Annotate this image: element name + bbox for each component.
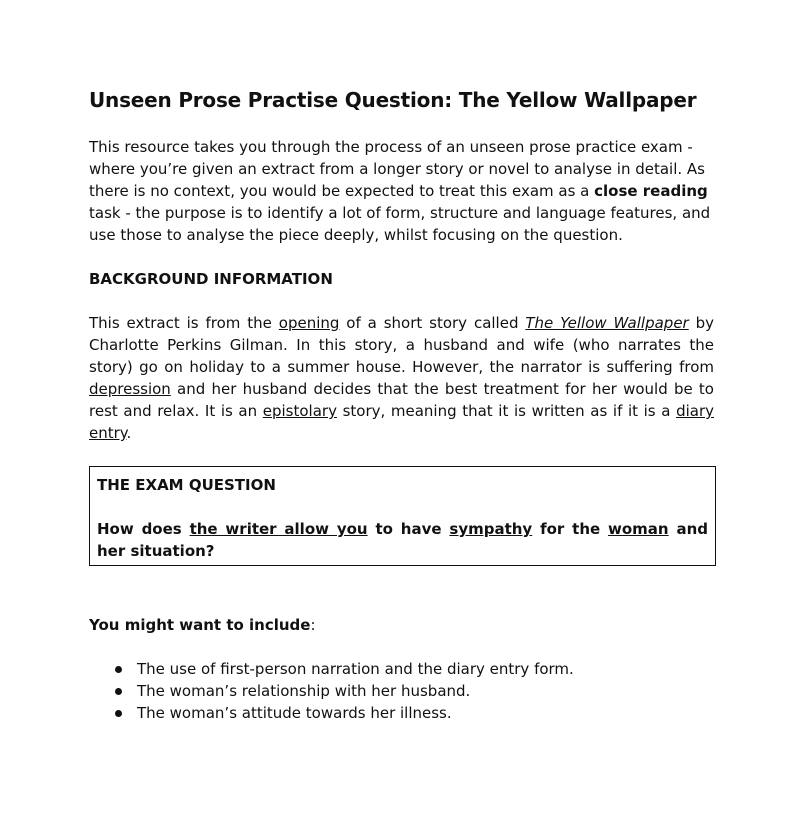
intro-bold-term: close reading [594,182,708,200]
bg-term-diary-entry: diary entry [89,402,714,442]
list-item-text: The use of first-person narration and the diary entry form. [137,660,574,678]
exam-q-sympathy: sympathy [449,520,533,538]
list-item [113,702,574,724]
bg-term-epistolary: epistolary [262,402,337,420]
exam-question-heading: THE EXAM QUESTION [97,476,276,494]
include-list [113,658,574,724]
bg-term-opening: opening [278,314,340,332]
list-item-text: The woman’s attitude towards her illness. [137,704,452,722]
intro-paragraph [89,136,714,246]
include-colon: : [310,616,316,634]
exam-q-text-2: to have [367,520,450,538]
exam-q-writer: the writer allow you [189,520,368,538]
include-heading [89,614,316,636]
bullet-icon [115,710,122,717]
bg-text-3: by Charlotte Perkins Gilman. In this story, a husband and wife (who narrates the story) go on holiday to a summer house. However, the narrator is suffering from [89,314,714,376]
bg-text-6: . [126,424,132,442]
exam-question-text [97,518,708,562]
bg-text-1: This extract is from the [89,314,279,332]
bg-story-title: The Yellow Wallpaper [525,314,689,332]
list-item-text: The woman’s relationship with her husband. [137,682,471,700]
include-label: You might want to include [89,616,311,634]
background-heading: BACKGROUND INFORMATION [89,270,333,288]
bullet-icon [115,688,122,695]
intro-text-2: task - the purpose is to identify a lot of form, structure and language features, and use those to analyse the piece deeply, whilst focusing on the question. [89,204,711,244]
list-item [113,658,574,680]
bg-text-5: story, meaning that it is written as if it is a [336,402,677,420]
bg-term-depression: depression [89,380,171,398]
intro-text-1: This resource takes you through the process of an unseen prose practice exam - where you’re given an extract from a longer story or novel to analyse in detail. As there is no context, you would be expected to treat this exam as a [89,138,705,200]
bg-text-2: of a short story called [339,314,526,332]
bg-text-4: and her husband decides that the best treatment for her would be to rest and relax. It is an [89,380,714,420]
exam-q-text-1: How does [97,520,190,538]
list-item [113,680,574,702]
page-title: Unseen Prose Practise Question: The Yellow Wallpaper [89,88,697,112]
exam-question-box [89,466,716,566]
exam-q-text-4: and her situation? [97,520,708,560]
bullet-icon [115,666,122,673]
document-page [89,86,714,722]
background-paragraph [89,312,714,444]
exam-q-woman: woman [608,520,669,538]
exam-q-text-3: for the [532,520,609,538]
